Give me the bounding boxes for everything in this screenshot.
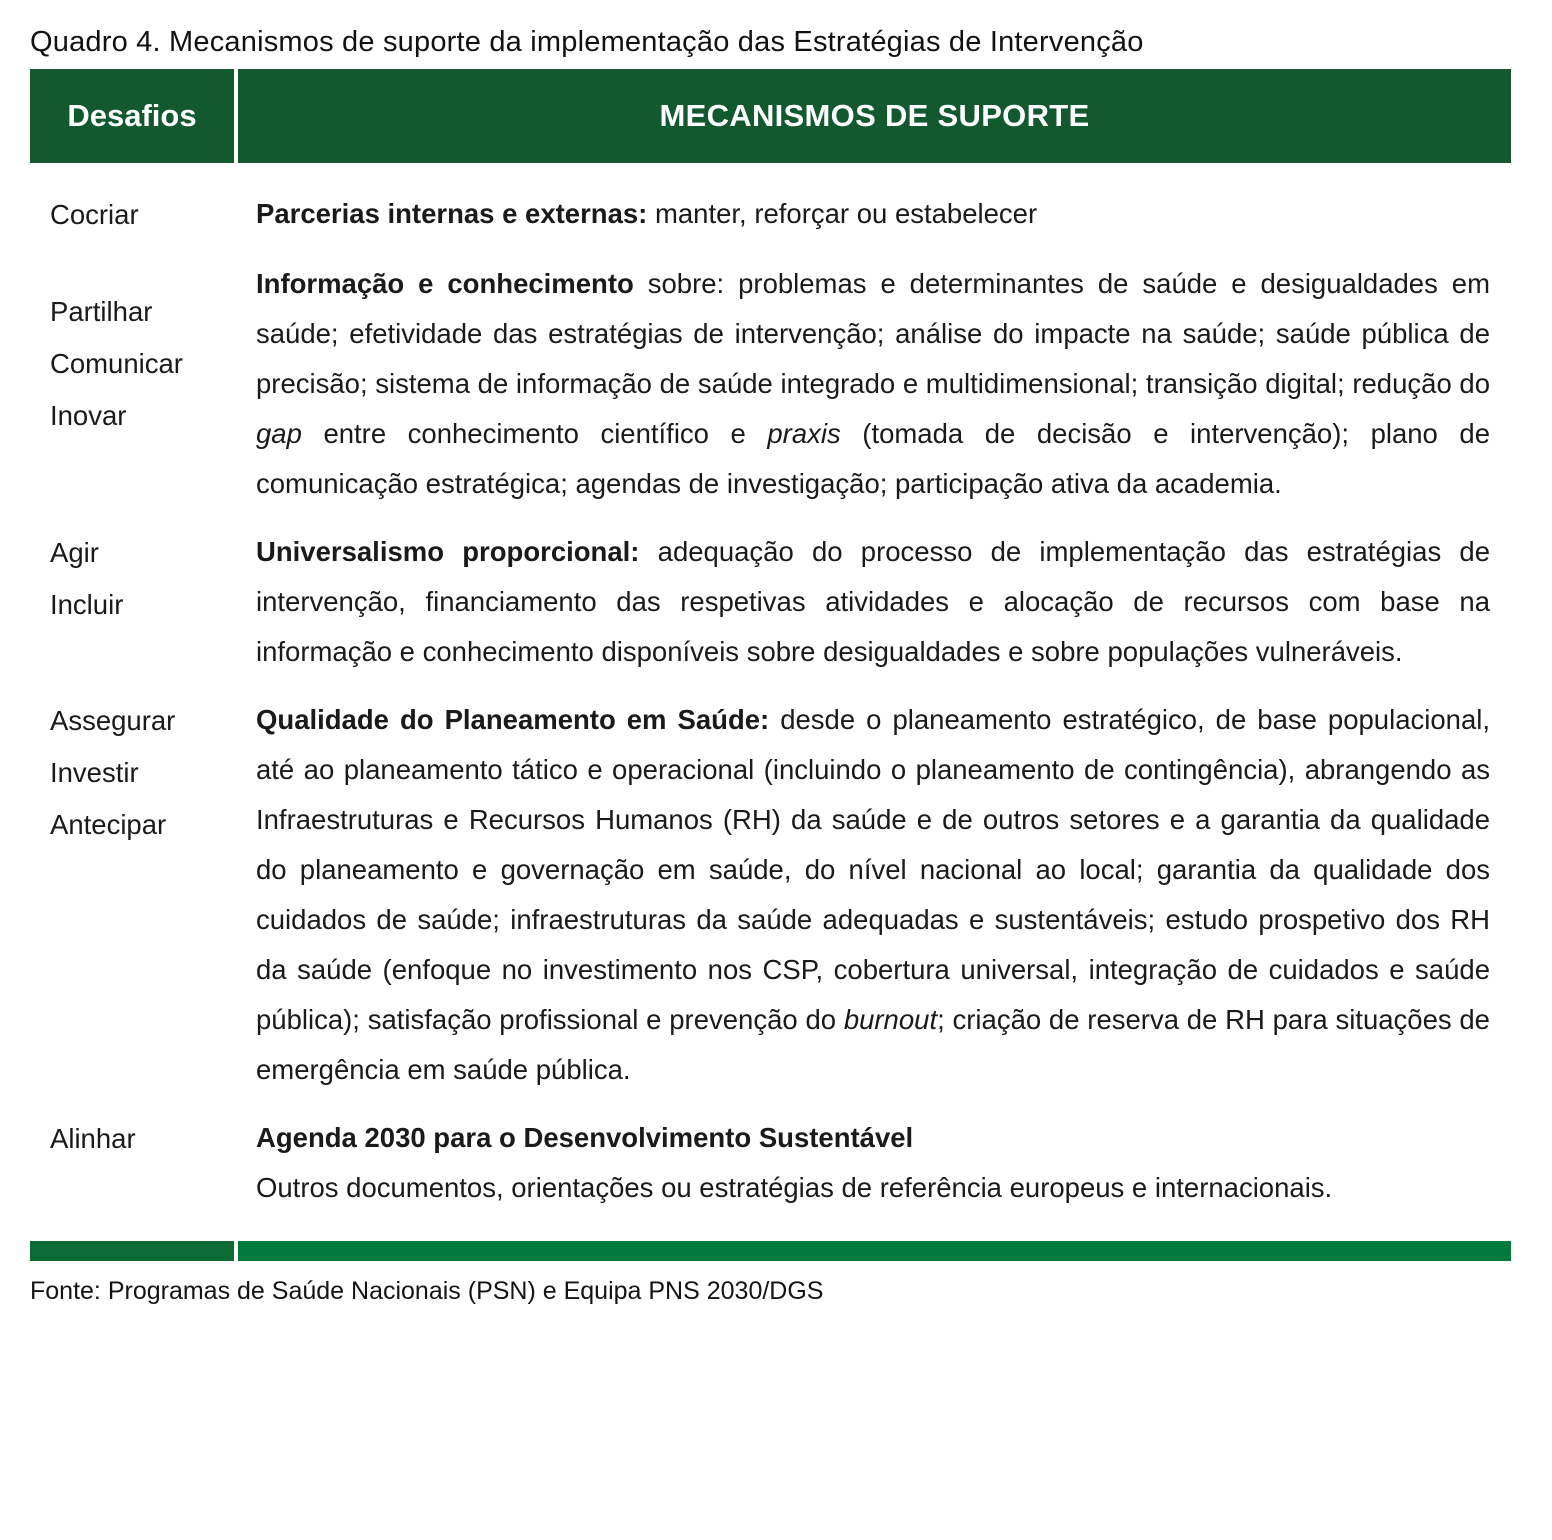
table-title: Quadro 4. Mecanismos de suporte da implementação das Estratégias de Intervenção [30, 26, 1144, 58]
table-row [30, 259, 1511, 509]
challenge-label: Investir [50, 757, 139, 788]
challenge-label: Comunicar [50, 348, 183, 379]
desafios-cell [30, 189, 234, 241]
mechanism-paragraph: Parcerias internas e externas: manter, reforçar ou estabelecer [256, 198, 1038, 229]
desafios-cell [30, 259, 234, 509]
challenge-label: Incluir [50, 589, 124, 620]
table-row [30, 189, 1511, 241]
desafios-cell [30, 527, 234, 677]
desafios-cell [30, 1113, 234, 1213]
mecanismos-cell [238, 1113, 1511, 1213]
mechanism-paragraph: Universalismo proporcional: adequação do processo de implementação das estratégias de intervenção, financiamento das respetivas atividades e alocação de recursos com base na informação e conhecimento disponíveis sobre desigualdades e sobre populações vulneráveis. [256, 536, 1490, 667]
challenge-label: Alinhar [50, 1123, 136, 1154]
table-header-row [30, 69, 1511, 163]
table-row [30, 695, 1511, 1095]
header-cell-mecanismos: MECANISMOS DE SUPORTE [238, 69, 1511, 163]
table-row [30, 527, 1511, 677]
challenge-label: Inovar [50, 400, 127, 431]
mecanismos-cell [238, 695, 1511, 1095]
support-table [30, 69, 1511, 1261]
mechanism-paragraph: Qualidade do Planeamento em Saúde: desde o planeamento estratégico, de base populacional, até ao planeamento tático e operacional (incluindo o planeamento de contingência), abrangendo as Infraestruturas e Recursos Humanos (RH) da saúde e de outros setores e a garantia da qualidade do planeamento e governação em saúde, do nível nacional ao local; garantia da qualidade dos cuidados de saúde; infraestruturas da saúde adequadas e sustentáveis; estudo prospetivo dos RH da saúde (enfoque no investimento nos CSP, cobertura universal, integração de cuidados e saúde pública); satisfação profissional e prevenção do burnout; criação de reserva de RH para situações de emergência em saúde pública. [256, 704, 1490, 1085]
source-note: Fonte: Programas de Saúde Nacionais (PSN) e Equipa PNS 2030/DGS [30, 1277, 824, 1305]
bottom-bar-left-segment [30, 1241, 234, 1261]
challenge-label: Partilhar [50, 296, 153, 327]
bottom-bar [30, 1241, 1511, 1261]
mechanism-paragraph: Agenda 2030 para o Desenvolvimento Sustentável [256, 1122, 914, 1153]
desafios-cell [30, 695, 234, 1095]
challenge-label: Agir [50, 537, 99, 568]
challenge-label: Assegurar [50, 705, 176, 736]
bottom-bar-right-segment [238, 1241, 1511, 1261]
challenge-label: Antecipar [50, 809, 167, 840]
challenge-label: Cocriar [50, 199, 139, 230]
table-row [30, 1113, 1511, 1213]
header-cell-desafios: Desafios [30, 69, 234, 163]
mechanism-paragraph: Informação e conhecimento sobre: problemas e determinantes de saúde e desigualdades em saúde; efetividade das estratégias de intervenção; análise do impacte na saúde; saúde pública de precisão; sistema de informação de saúde integrado e multidimensional; transição digital; redução do gap entre conhecimento científico e praxis (tomada de decisão e intervenção); plano de comunicação estratégica; agendas de investigação; participação ativa da academia. [256, 268, 1490, 499]
mechanism-paragraph: Outros documentos, orientações ou estratégias de referência europeus e internacionais. [256, 1172, 1333, 1203]
mecanismos-cell [238, 189, 1511, 241]
table-body [30, 189, 1511, 1213]
mecanismos-cell [238, 527, 1511, 677]
mecanismos-cell [238, 259, 1511, 509]
